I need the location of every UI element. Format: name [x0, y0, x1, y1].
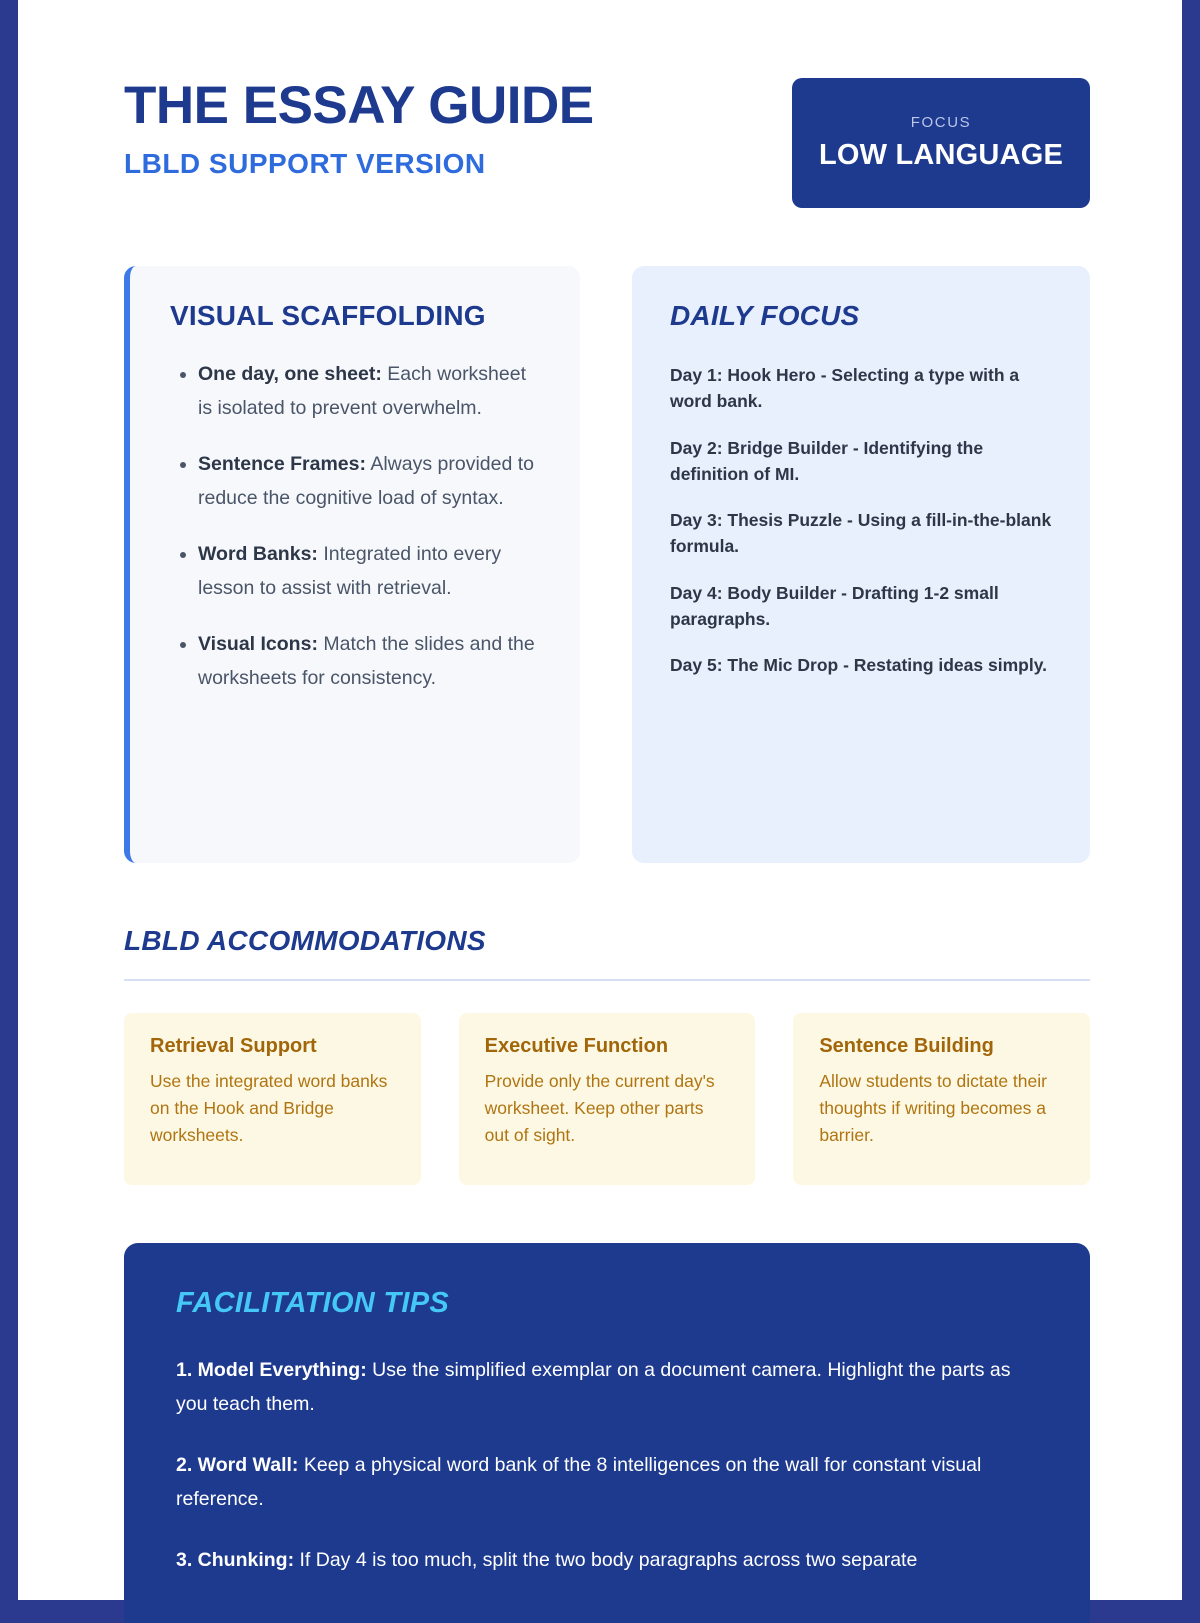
day-entry: Day 4: Body Builder - Drafting 1-2 small paragraphs.	[670, 582, 999, 629]
list-item-term: Word Banks:	[198, 543, 318, 566]
accommodation-body: Provide only the current day's worksheet. Keep other parts out of sight.	[484, 1071, 715, 1146]
tip-text: If Day 4 is too much, split the two body paragraphs across two separate	[294, 1549, 918, 1572]
accommodation-body: Use the integrated word banks on the Hook and Bridge worksheets.	[150, 1071, 388, 1146]
list-item	[198, 538, 544, 605]
facilitation-tips-heading: FACILITATION TIPS	[176, 1287, 450, 1319]
accommodation-title: Executive Function	[484, 1035, 669, 1057]
accommodations-heading: LBLD ACCOMMODATIONS	[124, 925, 486, 956]
focus-badge-value: LOW LANGUAGE	[818, 139, 1064, 171]
facilitation-tips-panel	[124, 1243, 1090, 1623]
tip-text: Keep a physical word bank of the 8 intelligences on the wall for constant visual reference.	[176, 1454, 982, 1510]
title-block	[124, 70, 594, 180]
list-item	[198, 448, 544, 515]
day-entry: Day 5: The Mic Drop - Restating ideas simply.	[670, 655, 1047, 675]
document-page	[18, 0, 1182, 1600]
page-subtitle: LBLD SUPPORT VERSION	[124, 147, 486, 179]
tip-lead: 3. Chunking:	[176, 1549, 295, 1572]
accommodation-body: Allow students to dictate their thoughts if writing becomes a barrier.	[819, 1071, 1047, 1146]
daily-focus-heading: DAILY FOCUS	[670, 300, 860, 331]
tip-lead: 2. Word Wall:	[176, 1454, 299, 1477]
visual-scaffolding-card	[124, 266, 580, 863]
list-item-text: Integrated into every lesson to assist with retrieval.	[198, 543, 502, 599]
accommodation-card	[459, 1013, 756, 1185]
list-item-term: Sentence Frames:	[198, 453, 366, 476]
day-entry: Day 3: Thesis Puzzle - Using a fill-in-the-blank formula.	[670, 510, 1052, 557]
list-item	[198, 358, 544, 425]
tip-item	[176, 1354, 1038, 1421]
page-title: THE ESSAY GUIDE	[124, 76, 594, 135]
section-divider	[124, 979, 1090, 981]
accommodation-title: Retrieval Support	[150, 1035, 317, 1057]
tip-text: Use the simplified exemplar on a document camera. Highlight the parts as you teach them.	[176, 1359, 1011, 1415]
visual-scaffolding-heading: VISUAL SCAFFOLDING	[170, 300, 486, 331]
list-item-text: Match the slides and the worksheets for consistency.	[198, 633, 535, 689]
tip-lead: 1. Model Everything:	[176, 1359, 367, 1381]
list-item-term: Visual Icons:	[198, 633, 318, 656]
accommodations-row	[124, 1013, 1090, 1185]
accommodation-title: Sentence Building	[819, 1035, 994, 1057]
day-entry: Day 2: Bridge Builder - Identifying the definition of MI.	[670, 437, 984, 484]
accommodation-card	[793, 1013, 1090, 1185]
list-item-text: Each worksheet is isolated to prevent overwhelm.	[198, 363, 527, 419]
daily-focus-card	[632, 266, 1090, 863]
focus-badge-label: FOCUS	[910, 114, 972, 131]
tip-item	[176, 1544, 1038, 1578]
day-entry: Day 1: Hook Hero - Selecting a type with a word bank.	[670, 365, 1020, 412]
header	[124, 70, 1090, 208]
accommodation-card	[124, 1013, 421, 1185]
list-item	[198, 628, 544, 695]
content-columns	[124, 266, 1090, 863]
list-item-text: Always provided to reduce the cognitive load of syntax.	[198, 453, 535, 509]
focus-badge	[792, 78, 1090, 208]
tip-item	[176, 1449, 1038, 1516]
list-item-term: One day, one sheet:	[198, 363, 382, 385]
visual-scaffolding-list	[170, 358, 544, 695]
